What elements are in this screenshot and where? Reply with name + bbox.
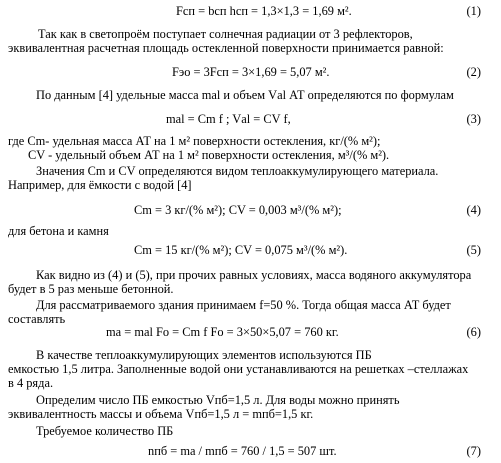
paragraph-line: Значения Cm и CV определяются видом теплоаккумулирующего материала.: [36, 164, 439, 178]
paragraph-line: Как видно из (4) и (5), при прочих равных условиях, масса водяного аккумулятора: [36, 268, 472, 282]
equation-1: Fсп = bсп hсп = 1,3×1,3 = 1,69 м².: [176, 4, 352, 18]
equation-number-3: (3): [466, 112, 481, 126]
paragraph-line: будет в 5 раз меньше бетонной.: [8, 282, 174, 296]
paragraph-line: В качестве теплоаккумулирующих элементов используются ПБ: [36, 348, 372, 362]
paragraph-line: Определим число ПБ емкостью Vпб=1,5 л. Для воды можно принять: [36, 393, 400, 407]
equation-number-4: (4): [466, 203, 481, 217]
equation-number-5: (5): [466, 243, 481, 257]
paragraph-line: Например, для ёмкости с водой [4]: [8, 178, 192, 192]
equation-number-7: (7): [466, 444, 481, 458]
paragraph-line: По данным [4] удельные масса mаl и объем Vаl АТ определяются по формулам: [36, 88, 454, 102]
paragraph-line: составлять: [8, 312, 66, 326]
paragraph-line: эквивалентность массы и объема Vпб=1,5 л = mпб=1,5 кг.: [8, 407, 314, 421]
equation-6: ma = mаl Fо = Cm f Fо = 3×50×5,07 = 760 кг.: [106, 325, 339, 339]
paragraph-line: емкостью 1,5 литра. Заполненные водой они устанавливаются на решетках –стеллажах: [8, 362, 469, 376]
paragraph-line: Требуемое количество ПБ: [36, 424, 174, 438]
equation-3: mаl = Cm f ; Vаl = CV f,: [166, 112, 291, 126]
paragraph-line: Для рассматриваемого здания принимаем f=50 %. Тогда общая масса АТ будет: [36, 298, 451, 312]
paragraph-line: Так как в светопроём поступает солнечная радиации от 3 рефлекторов,: [38, 27, 413, 41]
paragraph-line: эквивалентная расчетная площадь остекленной поверхности принимается равной:: [8, 41, 444, 55]
equation-5: Cm = 15 кг/(% м²); CV = 0,075 м³/(% м²).: [134, 243, 348, 257]
equation-number-2: (2): [466, 65, 481, 79]
equation-2: Fэо = 3Fсп = 3×1,69 = 5,07 м².: [172, 65, 330, 79]
paragraph-line: для бетона и камня: [8, 224, 109, 238]
equation-number-6: (6): [466, 325, 481, 339]
equation-7: nпб = ma / mпб = 760 / 1,5 = 507 шт.: [148, 444, 337, 458]
equation-4: Cm = 3 кг/(% м²); CV = 0,003 м³/(% м²);: [134, 203, 342, 217]
paragraph-line: CV - удельный объем АТ на 1 м² поверхности остекления, м³/(% м²).: [28, 148, 390, 162]
equation-number-1: (1): [466, 4, 481, 18]
paragraph-line: в 4 ряда.: [8, 376, 54, 390]
paragraph-line: где Cm- удельная масса АТ на 1 м² поверхности остекления, кг/(% м²);: [8, 134, 381, 148]
